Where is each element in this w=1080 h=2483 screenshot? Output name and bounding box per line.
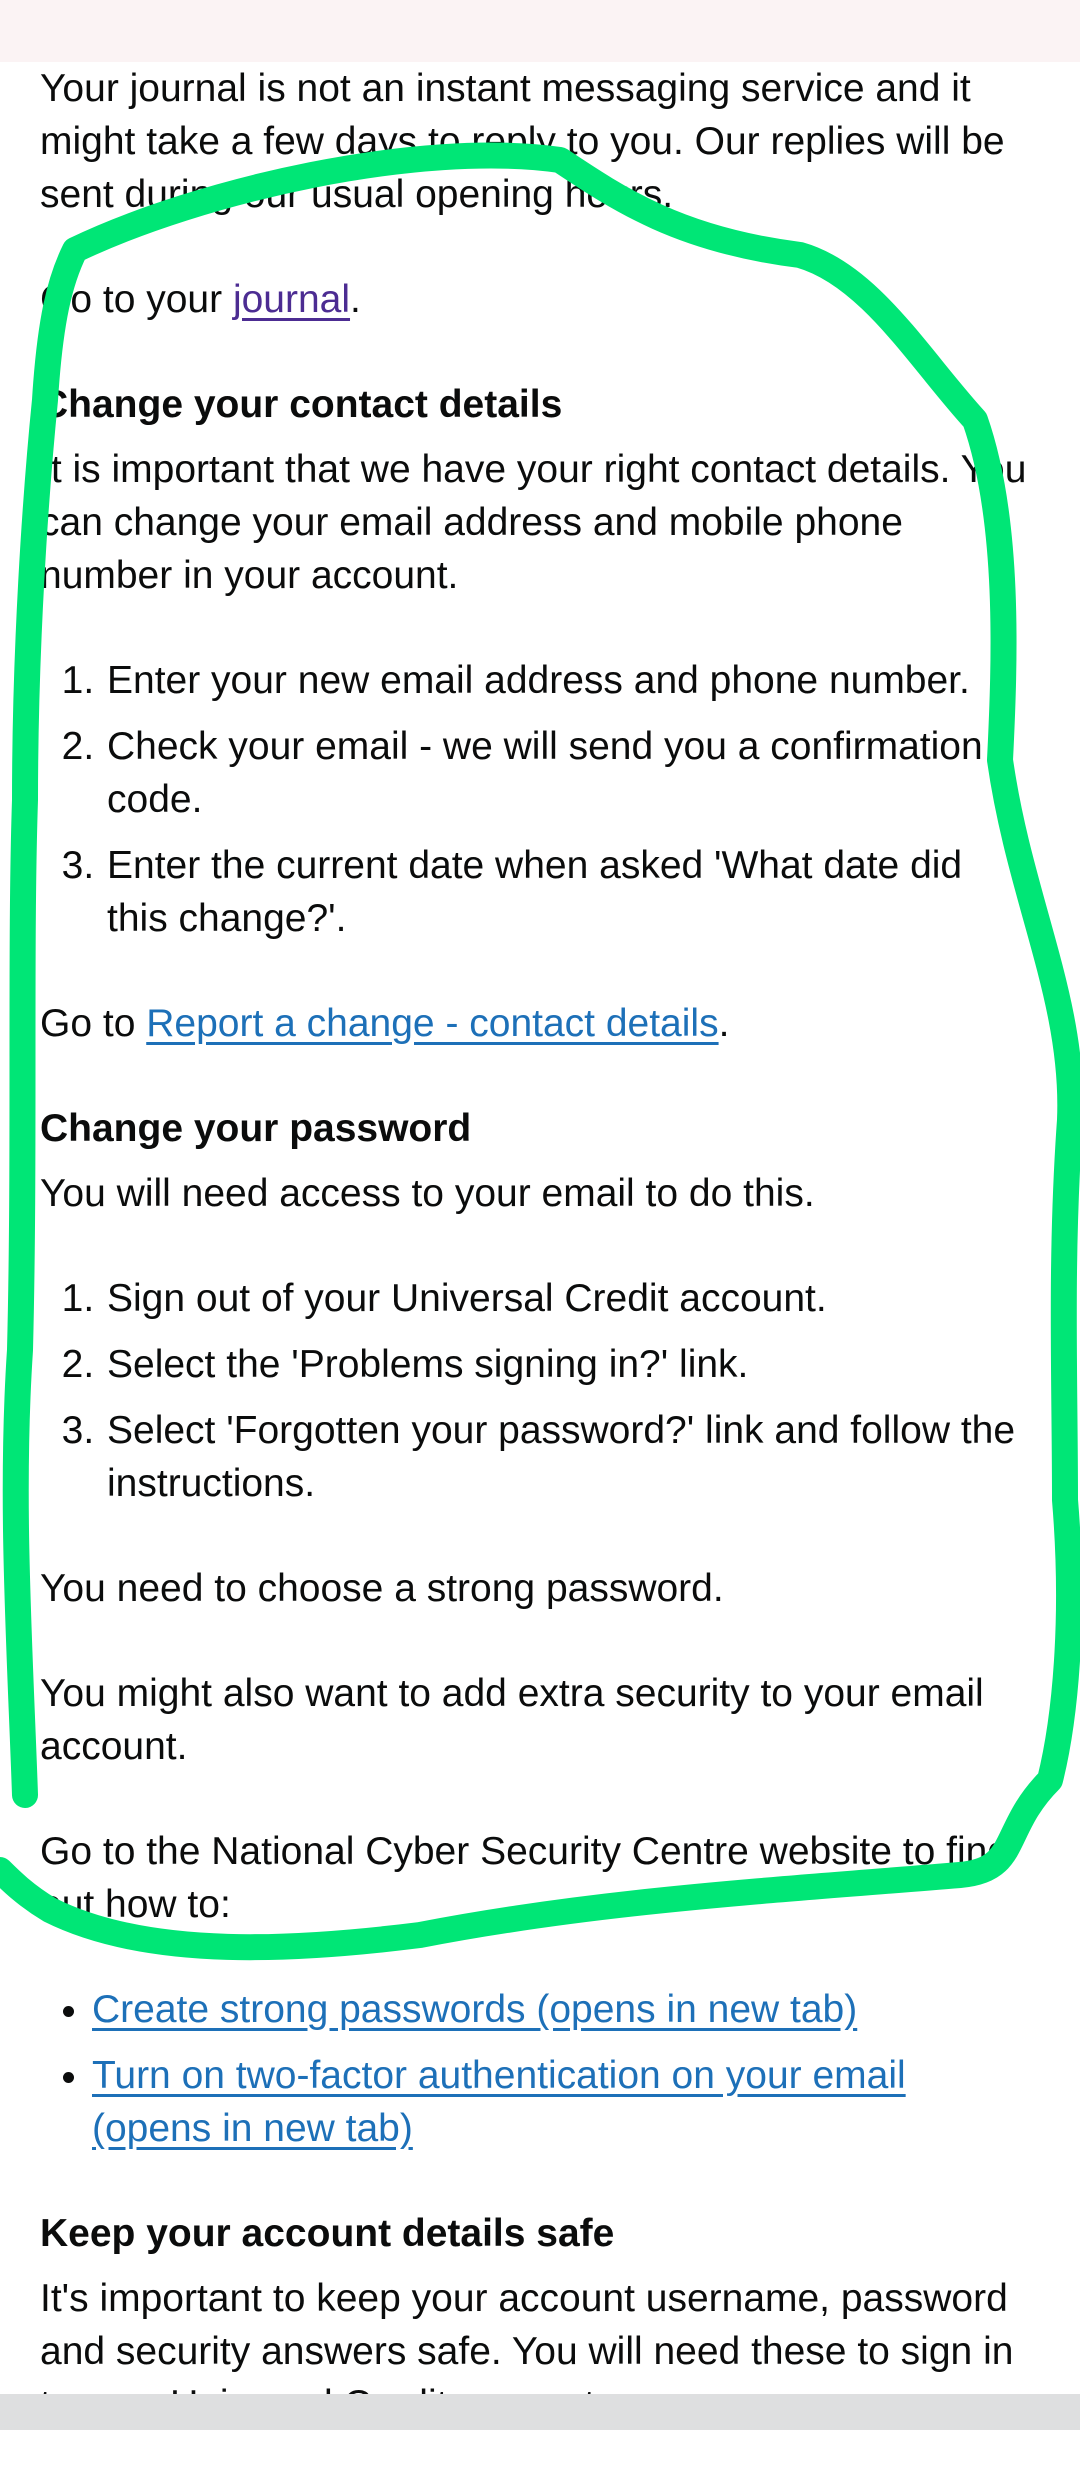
list-item: [92, 2049, 1030, 2155]
top-strip: [0, 0, 1080, 62]
journal-go-to: [40, 273, 1030, 326]
list-item: 2. Select the 'Problems signing in?' link.: [105, 1338, 1030, 1391]
password-heading: Change your password: [40, 1107, 472, 1150]
go-to-suffix: .: [350, 278, 361, 321]
extra-security-text: You might also want to add extra security to your email account.: [40, 1672, 984, 1768]
ncsc-links-list: [40, 1983, 1030, 2155]
list-item: 2. Check your email - we will send you a confirmation code.: [105, 720, 1030, 826]
account-safe-intro: It's important to keep your account username, password and security answers safe. You will need these to sign in: [40, 2277, 1014, 2373]
go-to-prefix: Go to your: [40, 278, 233, 321]
contact-details-heading: Change your contact details: [40, 383, 563, 426]
account-safe-heading: Keep your account details safe: [40, 2212, 615, 2255]
contact-details-intro: It is important that we have your right contact details. You can change your email address and mobile phone number in your account.: [40, 448, 1027, 597]
report-change-link[interactable]: Report a change - contact details: [146, 1002, 719, 1045]
contact-steps-list: [40, 654, 1030, 945]
two-factor-link[interactable]: Turn on two-factor authentication on your email (opens in new tab): [92, 2054, 906, 2150]
list-item: 1. Enter your new email address and phone number.: [105, 654, 1030, 707]
list-item: [92, 1983, 1030, 2036]
go-to-suffix: .: [718, 1002, 730, 1045]
list-item: 3. Enter the current date when asked 'What date did this change?'.: [105, 839, 1030, 945]
page-content: [40, 62, 1030, 2483]
list-item: 1. Sign out of your Universal Credit account.: [105, 1272, 1030, 1325]
go-to-prefix: Go to: [40, 1002, 147, 1045]
ncsc-intro-text: Go to the National Cyber Security Centre website to find out how to:: [40, 1830, 1009, 1926]
password-intro: You will need access to your email to do this.: [40, 1172, 815, 1215]
list-item: 3. Select 'Forgotten your password?' link and follow the instructions.: [105, 1404, 1030, 1510]
journal-info-text: Your journal is not an instant messaging service and it might take a few days to reply to you. Our replies will be sent during our usual opening hours.: [40, 67, 1005, 216]
password-steps-list: [40, 1272, 1030, 1510]
strong-password-text: You need to choose a strong password.: [40, 1567, 724, 1610]
journal-link[interactable]: journal: [232, 278, 351, 321]
report-change-go-to: [40, 997, 1030, 1050]
strong-passwords-link[interactable]: Create strong passwords (opens in new tab): [92, 1988, 858, 2031]
bottom-bar: [0, 2394, 1080, 2430]
